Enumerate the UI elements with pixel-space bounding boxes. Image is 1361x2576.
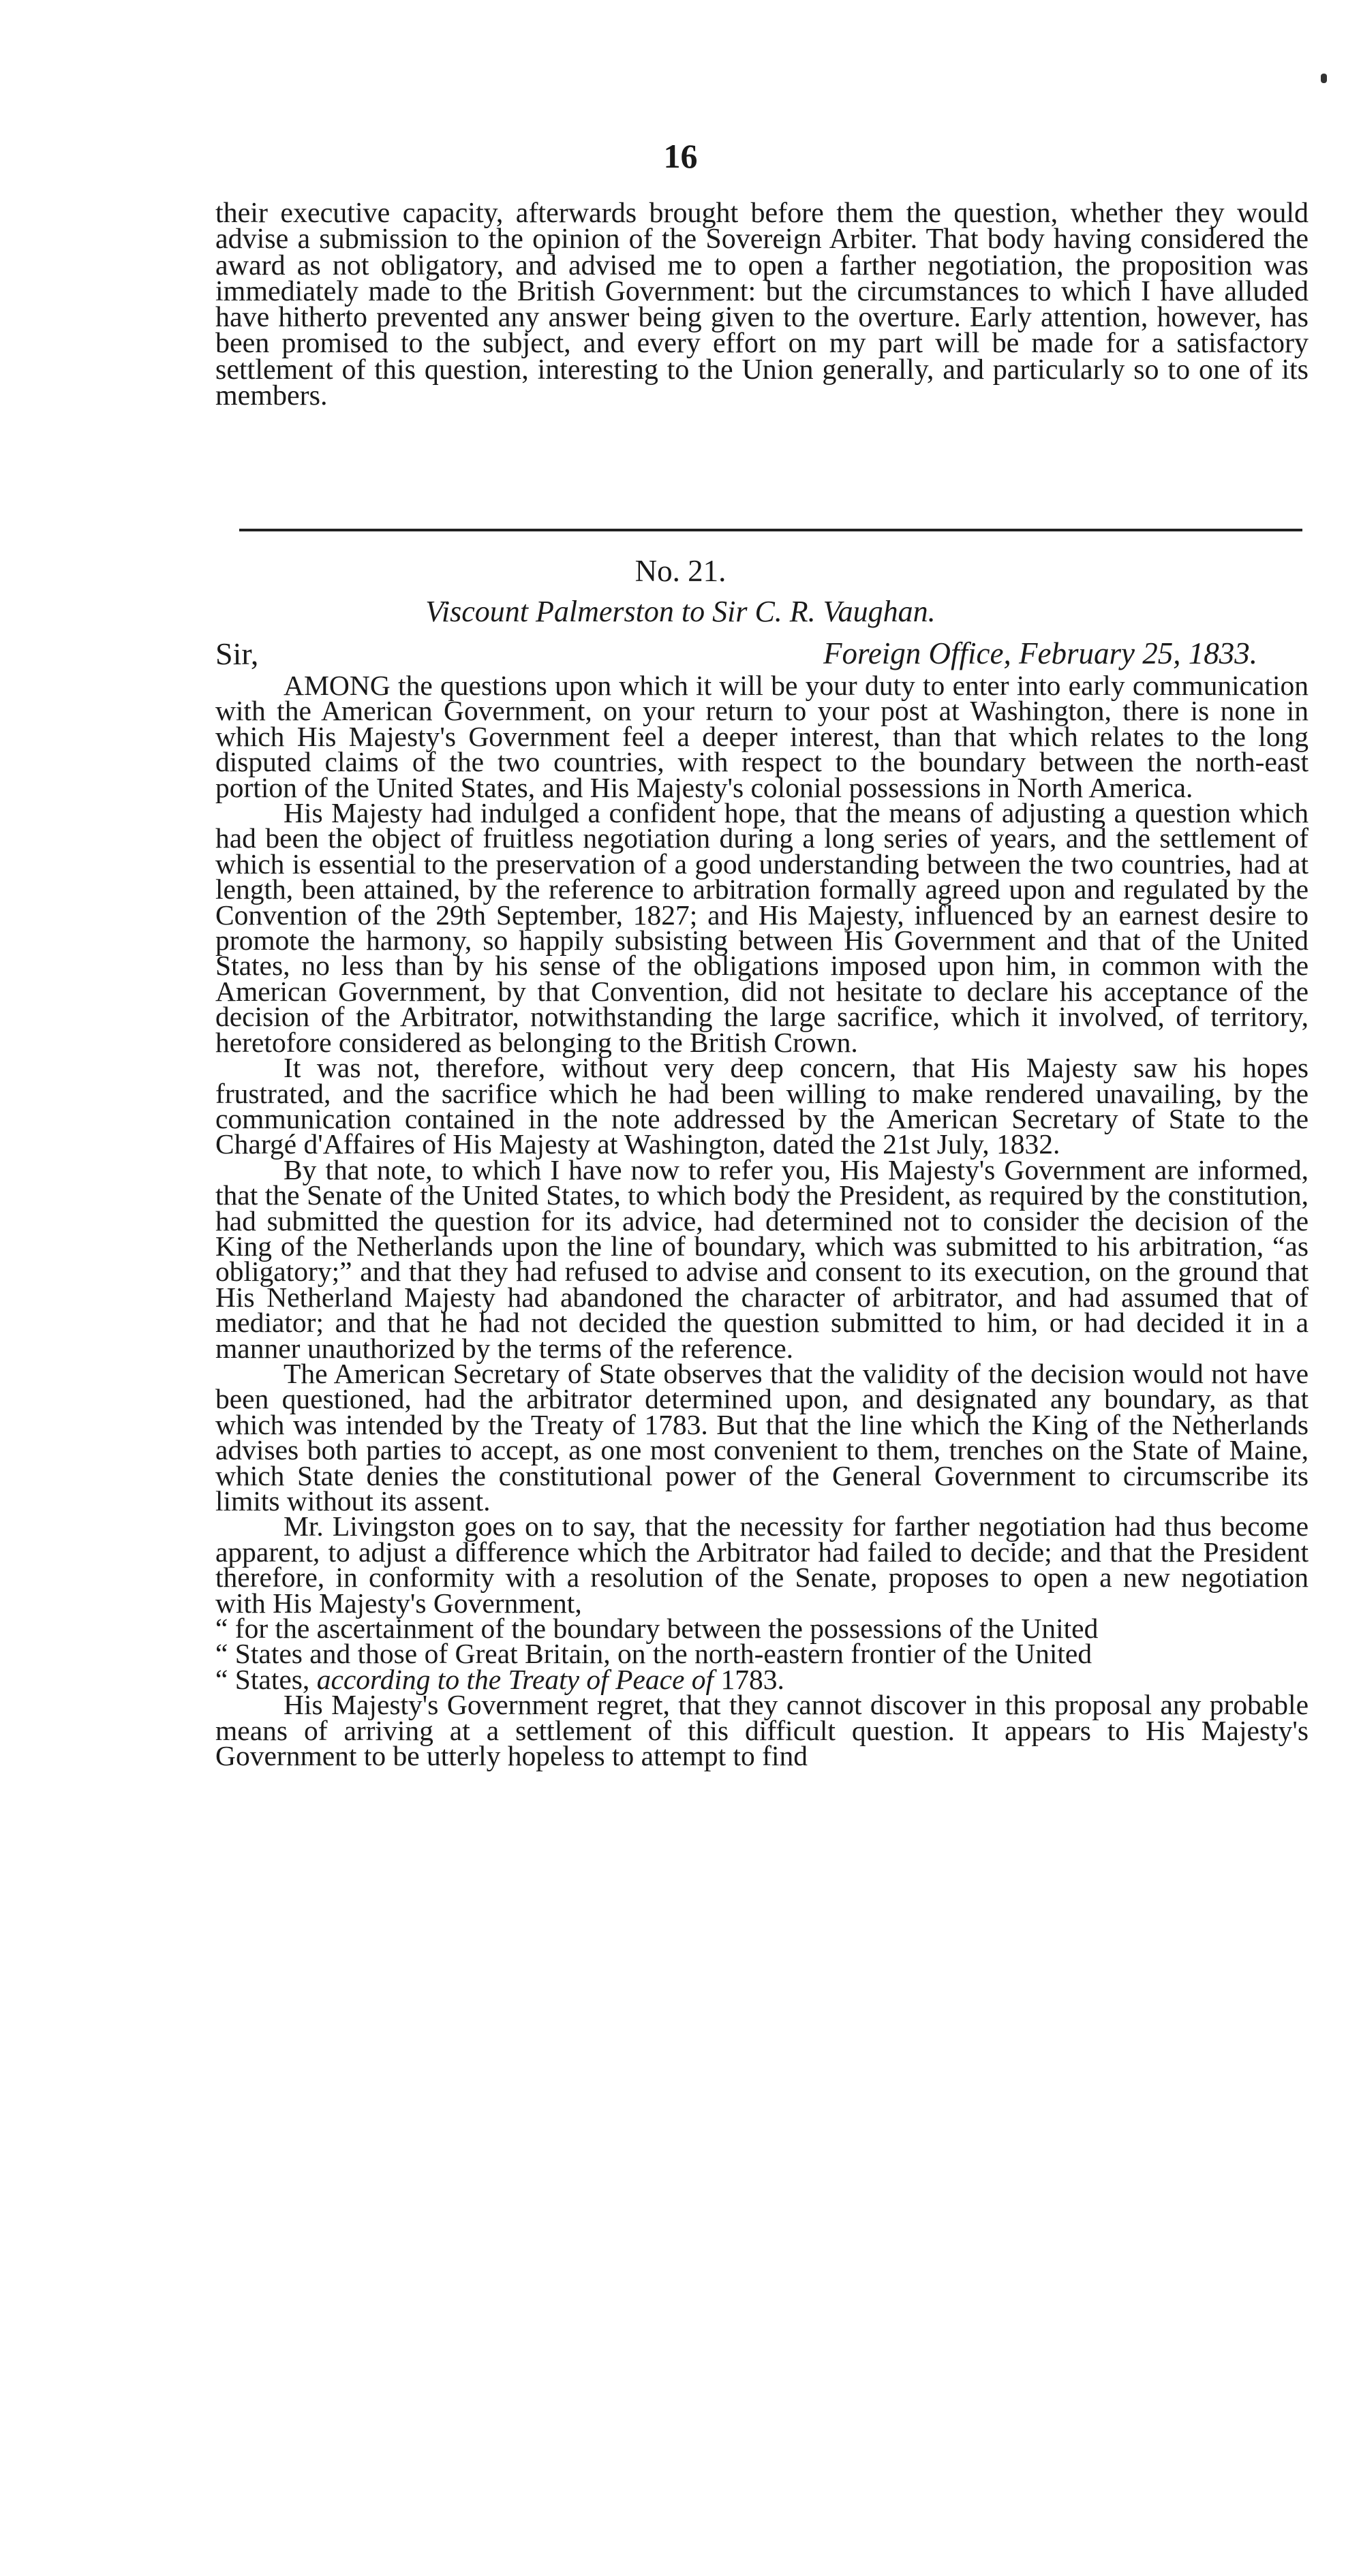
stray-ink-mark [1321,74,1327,83]
letter-body [215,670,1309,1772]
section-divider [239,529,1302,531]
body-paragraph: His Majesty's Government regret, that they cannot discover in this proposal any probable means of arriving at a settlement of this difficult question. It appears to His Majesty's Government to be utterly hopeless to attempt to find [215,1689,1309,1772]
livingston-paragraph-text: Mr. Livingston goes on to say, that the necessity for farther negotiation had thus become apparent, to adjust a difference which the Arbitrator had failed to decide; and that the President therefore, in conformity with a resolution of the Senate, proposes to open a new negotiation with His Majesty's Government, [215,1510,1309,1619]
document-number: No. 21. [634,554,727,588]
quotation-line-1: “ for the ascertainment of the boundary between the possessions of the United [215,1613,1099,1645]
intro-paragraph [215,198,1309,412]
intro-paragraph-text: their executive capacity, afterwards brought before them the question, whether they would advise a submission to the opinion of the Sovereign Arbiter. That body having considered the award as not obligatory, and advised me to open a farther negotiation, the proposition was immediately made to the British Government: but the circumstances to which I have alluded have hitherto prevented any answer being given to the overture. Early attention, however, has been promised to the subject, and every effort on my part will be made for a satisfactory settlement of this question, interesting to the Union generally, and particularly so to one of its members. [215,198,1309,412]
quotation-italic: according to the Treaty of Peace of [316,1663,714,1695]
body-paragraph: The American Secretary of State observes that the validity of the decision would not have been questioned, had the arbitrator determined upon, and designated any boundary, as that which was intended by the Treaty of 1783. But that the line which the King of the Netherlands advises both parties to accept, as one most convenient to them, trenches on the State of Maine, which State denies the constitutional power of the General Government to circumscribe its limits without its assent. [215,1357,1309,1517]
body-paragraph: His Majesty had indulged a confident hope, that the means of adjusting a question which had been the object of fruitless negotiation during a long series of years, and the settlement of which is essential to the preservation of a good understanding between the two countries, had at length, been attained, by the reference to arbitration formally agreed upon and regulated by the Convention of the 29th September, 1827; and His Majesty, influenced by an earnest desire to promote the harmony, so happily subsisting between His Government and that of the United States, no less than by his sense of the obligations imposed upon him, in common with the American Government, by that Convention, did not hesitate to declare his acceptance of the decision of the Arbitrator, notwithstanding the large sacrifice, which it involved, of territory, heretofore considered as belonging to the British Crown. [215,797,1309,1058]
body-paragraph: It was not, therefore, without very deep concern, that His Majesty saw his hopes frustrated, and the sacrifice which he had been willing to make rendered unavailing, by the communication contained in the note addressed by the American Secretary of State to the Chargé d'Affaires of His Majesty at Washington, dated the 21st July, 1832. [215,1052,1309,1160]
quotation-line-2: “ States and those of Great Britain, on the north-eastern frontier of the United [215,1638,1092,1670]
livingston-paragraph [215,1510,1309,1619]
page-number: 16 [663,137,698,175]
quotation-line-3-end: 1783. [720,1663,784,1695]
dateline: Foreign Office, February 25, 1833. [823,636,1257,670]
body-paragraph: AMONG the questions upon which it will be your duty to enter into early communication with the American Government, on your return to your post at Washington, there is none in which His Majesty's Government feel a deeper interest, than that which relates to the long disputed claims of the two countries, with respect to the boundary between the north-east portion of the United States, and His Majesty's colonial possessions in North America. [215,670,1309,803]
quotation-line-3-start: “ States, [215,1663,310,1695]
body-paragraph: By that note, to which I have now to refer you, His Majesty's Government are informed, that the Senate of the United States, to which body the President, as required by the constitution, had submitted the question for its advice, had determined not to consider the decision of the King of the Netherlands upon the line of boundary, which was submitted to his arbitration, “as obligatory;” and that they had refused to advise and consent to its execution, on the ground that His Netherland Majesty had abandoned the character of arbitrator, and had assumed that of mediator; and that he had not decided the question submitted to him, or had decided it in a manner unauthorized by the terms of the reference. [215,1153,1309,1364]
salutation: Sir, [215,636,259,671]
document-heading: Viscount Palmerston to Sir C. R. Vaughan. [425,595,936,628]
